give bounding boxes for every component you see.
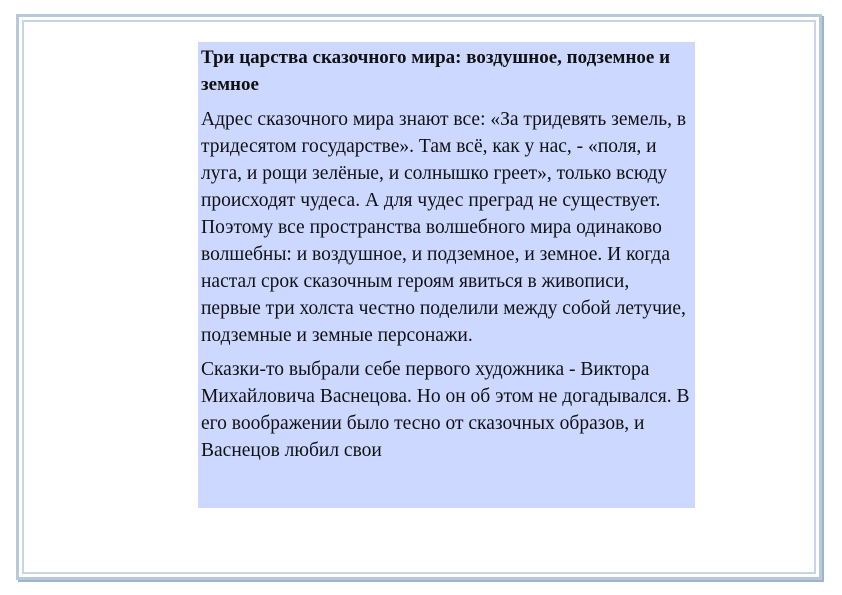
article-title: Три царства сказочного мира: воздушное, подземное и земное [201, 47, 671, 95]
article-paragraph-2: Сказки-то выбрали себе первого художника - Виктора Михайловича Васнецова. Но он об этом не догадывался. В его воображении было тесно от сказочных образов, и Васнецов любил свои [201, 359, 690, 461]
article-paragraph-1: Адрес сказочного мира знают все: «За тридевять земель, в тридесятом государстве». Там всё, как у нас, - «поля, и луга, и рощи зелёные, и солнышко греет», только всюду происходят чудеса. А для чудес преград не существует. Поэтому все пространства волшебного мира одинаково волшебны: и воздушное, и подземное, и земное. И когда настал срок сказочным героям явиться в живописи, первые три холста честно поделили между собой летучие, подземные и земные персонажи. [201, 109, 687, 346]
text-box [198, 42, 695, 508]
